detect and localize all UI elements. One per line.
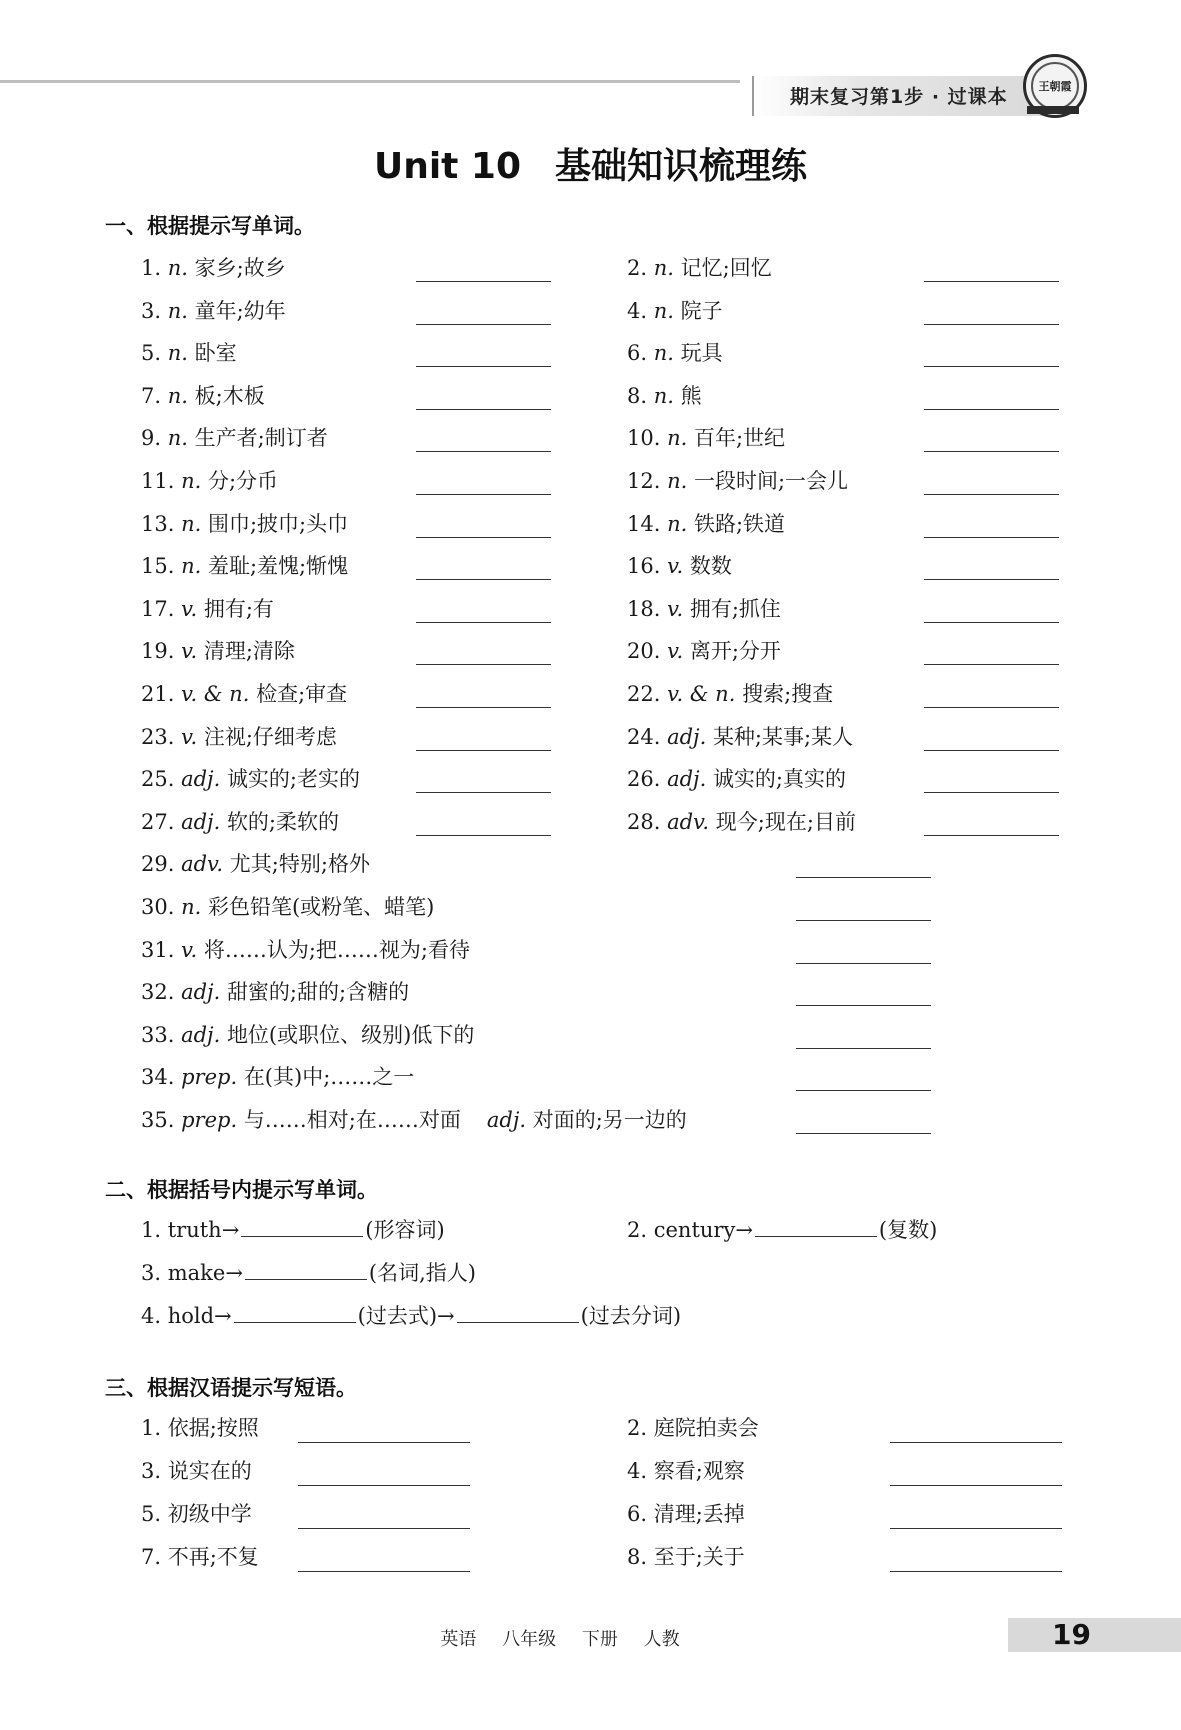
answer-blank[interactable] — [755, 1218, 877, 1237]
answer-blank[interactable] — [416, 792, 551, 793]
section1-item: 13. n. 围巾;披巾;头巾 — [141, 511, 349, 536]
answer-blank[interactable] — [416, 366, 551, 367]
unit-label: Unit 10 — [373, 146, 522, 187]
logo-mark: 王朝霞 — [1031, 62, 1079, 110]
section1-item: 5. n. 卧室 — [141, 341, 237, 366]
section1-item: 17. v. 拥有;有 — [141, 596, 274, 621]
section1-item: 26. adj. 诚实的;真实的 — [627, 767, 847, 792]
answer-blank[interactable] — [241, 1218, 363, 1237]
answer-blank[interactable] — [416, 537, 551, 538]
answer-blank[interactable] — [924, 664, 1059, 665]
answer-blank[interactable] — [890, 1571, 1062, 1572]
section1-item: 2. n. 记忆;回忆 — [627, 256, 772, 280]
section3-item: 8. 至于;关于 — [627, 1545, 745, 1569]
title-name: 基础知识梳理练 — [555, 146, 808, 187]
answer-blank[interactable] — [416, 409, 551, 410]
answer-blank[interactable] — [924, 835, 1059, 836]
answer-blank[interactable] — [298, 1571, 470, 1572]
answer-blank[interactable] — [416, 835, 551, 836]
section1-item: 23. v. 注视;仔细考虑 — [141, 724, 337, 749]
answer-blank[interactable] — [298, 1442, 470, 1443]
section1-item: 33. adj. 地位(或职位、级别)低下的 — [141, 1022, 475, 1047]
answer-blank[interactable] — [796, 1090, 931, 1091]
section1-item: 30. n. 彩色铅笔(或粉笔、蜡笔) — [141, 895, 435, 919]
section3-heading: 三、根据汉语提示写短语。 — [105, 1376, 357, 1400]
section1-item: 15. n. 羞耻;羞愧;惭愧 — [141, 554, 349, 579]
page-number: 19 — [1052, 1618, 1091, 1651]
section2-item-2: 2. century→ (复数) — [627, 1218, 938, 1242]
answer-blank[interactable] — [796, 963, 931, 964]
answer-blank[interactable] — [796, 1005, 931, 1006]
section1-item: 12. n. 一段时间;一会儿 — [627, 469, 849, 493]
answer-blank[interactable] — [416, 579, 551, 580]
section1-heading: 一、根据提示写单词。 — [105, 214, 315, 238]
footer-info: 英语 八年级 下册 人教 — [440, 1629, 680, 1650]
answer-blank[interactable] — [796, 920, 931, 921]
section1-item: 7. n. 板;木板 — [141, 383, 265, 408]
section1-item: 4. n. 院子 — [627, 298, 723, 323]
answer-blank[interactable] — [924, 579, 1059, 580]
answer-blank[interactable] — [416, 324, 551, 325]
section2-heading: 二、根据括号内提示写单词。 — [105, 1178, 378, 1202]
answer-blank[interactable] — [245, 1261, 367, 1280]
answer-blank[interactable] — [416, 451, 551, 452]
section1-item: 25. adj. 诚实的;老实的 — [141, 767, 361, 792]
series-label: 期末复习第1步 · 过课本 — [790, 86, 1008, 108]
section3-item: 6. 清理;丢掉 — [627, 1502, 745, 1526]
answer-blank[interactable] — [457, 1304, 579, 1323]
section1-item: 8. n. 熊 — [627, 383, 702, 408]
section1-item: 28. adv. 现今;现在;目前 — [627, 809, 856, 834]
section1-item: 16. v. 数数 — [627, 554, 732, 579]
answer-blank[interactable] — [924, 281, 1059, 282]
page-title — [0, 138, 1181, 189]
answer-blank[interactable] — [796, 877, 931, 878]
answer-blank[interactable] — [924, 750, 1059, 751]
answer-blank[interactable] — [416, 664, 551, 665]
section1-item: 24. adj. 某种;某事;某人 — [627, 724, 854, 749]
answer-blank[interactable] — [796, 1048, 931, 1049]
answer-blank[interactable] — [234, 1304, 356, 1323]
header-rule — [0, 80, 740, 83]
answer-blank[interactable] — [796, 1133, 931, 1134]
answer-blank[interactable] — [924, 451, 1059, 452]
logo-ribbon — [1027, 106, 1079, 114]
section2-item-1: 1. truth→ (形容词) — [141, 1218, 445, 1242]
answer-blank[interactable] — [924, 707, 1059, 708]
answer-blank[interactable] — [416, 707, 551, 708]
section3-item: 3. 说实在的 — [141, 1459, 252, 1483]
section1-item: 1. n. 家乡;故乡 — [141, 256, 286, 280]
section1-item: 35. prep. 与……相对;在……对面 adj. 对面的;另一边的 — [141, 1108, 687, 1132]
section1-item: 6. n. 玩具 — [627, 341, 723, 366]
section1-item: 11. n. 分;分币 — [141, 469, 279, 493]
page-number-box — [1008, 1618, 1181, 1652]
answer-blank[interactable] — [416, 494, 551, 495]
answer-blank[interactable] — [890, 1485, 1062, 1486]
answer-blank[interactable] — [416, 622, 551, 623]
section3-item: 4. 察看;观察 — [627, 1459, 745, 1483]
section2-item-4: 4. hold→ (过去式)→ (过去分词) — [141, 1304, 682, 1328]
section1-item: 20. v. 离开;分开 — [627, 639, 781, 664]
section1-item: 32. adj. 甜蜜的;甜的;含糖的 — [141, 980, 410, 1005]
section2-item-3: 3. make→ (名词,指人) — [141, 1261, 476, 1285]
answer-blank[interactable] — [924, 366, 1059, 367]
answer-blank[interactable] — [416, 281, 551, 282]
answer-blank[interactable] — [924, 494, 1059, 495]
section1-item: 34. prep. 在(其)中;……之一 — [141, 1065, 415, 1090]
answer-blank[interactable] — [890, 1442, 1062, 1443]
answer-blank[interactable] — [924, 409, 1059, 410]
section1-item: 31. v. 将……认为;把……视为;看待 — [141, 937, 470, 962]
section3-item: 2. 庭院拍卖会 — [627, 1416, 759, 1440]
section1-item: 19. v. 清理;清除 — [141, 639, 295, 664]
answer-blank[interactable] — [416, 750, 551, 751]
section1-item: 14. n. 铁路;铁道 — [627, 511, 786, 536]
answer-blank[interactable] — [924, 622, 1059, 623]
section3-item: 7. 不再;不复 — [141, 1545, 259, 1569]
answer-blank[interactable] — [924, 324, 1059, 325]
section3-item: 5. 初级中学 — [141, 1502, 252, 1526]
section1-item: 18. v. 拥有;抓住 — [627, 596, 781, 621]
section3-item: 1. 依据;按照 — [141, 1416, 259, 1440]
answer-blank[interactable] — [298, 1485, 470, 1486]
answer-blank[interactable] — [924, 537, 1059, 538]
answer-blank[interactable] — [924, 792, 1059, 793]
answer-blank[interactable] — [890, 1528, 1062, 1529]
section1-item: 3. n. 童年;幼年 — [141, 298, 286, 323]
answer-blank[interactable] — [298, 1528, 470, 1529]
section1-item: 29. adv. 尤其;特别;格外 — [141, 852, 370, 877]
section1-item: 22. v. & n. 搜索;搜查 — [627, 682, 834, 706]
section1-item: 27. adj. 软的;柔软的 — [141, 809, 340, 834]
section1-item: 10. n. 百年;世纪 — [627, 426, 786, 451]
section1-item: 9. n. 生产者;制订者 — [141, 426, 328, 451]
section1-item: 21. v. & n. 检查;审查 — [141, 682, 348, 706]
